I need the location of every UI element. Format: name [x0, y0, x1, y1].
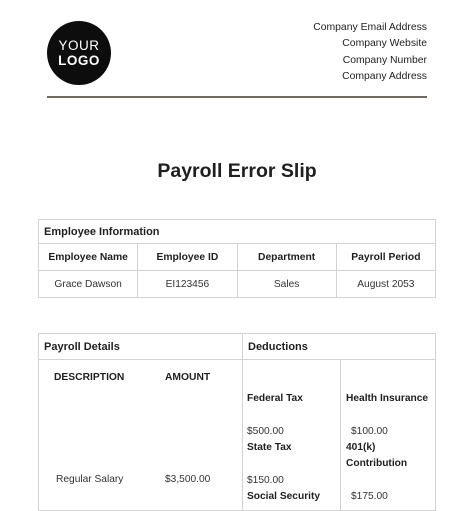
logo-line-1: YOUR [58, 38, 100, 53]
payroll-row-amount: $3,500.00 [165, 474, 211, 485]
company-website: Company Website [342, 38, 427, 50]
employee-information-heading: Employee Information [39, 220, 436, 244]
employee-information-table [38, 219, 436, 298]
employee-id-value: EI123456 [138, 271, 237, 298]
health-insurance-amount: $100.00 [351, 426, 388, 437]
federal-tax-label: Federal Tax [247, 393, 303, 404]
column-header-payroll-period: Payroll Period [336, 244, 435, 271]
health-insurance-label: Health Insurance [346, 393, 429, 404]
401k-label-line-2: Contribution [346, 458, 408, 469]
federal-tax-amount: $500.00 [247, 426, 284, 437]
column-header-employee-id: Employee ID [138, 244, 237, 271]
company-number: Company Number [342, 54, 427, 66]
deductions-heading: Deductions [243, 334, 436, 360]
deductions-body [243, 360, 436, 511]
state-tax-label: State Tax [247, 442, 292, 453]
payroll-details-body [39, 360, 243, 511]
state-tax-amount: $150.00 [247, 475, 284, 486]
401k-amount: $175.00 [351, 491, 388, 502]
payroll-deductions-table [38, 333, 436, 511]
401k-label-line-1: 401(k) [346, 442, 376, 453]
logo-line-2: LOGO [58, 53, 100, 68]
document-title: Payroll Error Slip [157, 160, 317, 182]
payroll-details-heading: Payroll Details [39, 334, 243, 360]
company-email: Company Email Address [313, 22, 427, 33]
department-value: Sales [237, 271, 336, 298]
column-header-employee-name: Employee Name [39, 244, 138, 271]
payroll-row-description: Regular Salary [56, 474, 124, 485]
payroll-period-value: August 2053 [336, 271, 435, 298]
description-column-header: DESCRIPTION [54, 372, 125, 383]
deductions-column-divider [340, 360, 341, 510]
company-logo [47, 21, 111, 85]
header-divider [47, 96, 427, 98]
employee-name-value: Grace Dawson [39, 271, 138, 298]
company-contact-block [313, 20, 427, 85]
amount-column-header: AMOUNT [165, 372, 211, 383]
social-security-label: Social Security [247, 491, 321, 502]
column-header-department: Department [237, 244, 336, 271]
company-address: Company Address [342, 70, 427, 82]
